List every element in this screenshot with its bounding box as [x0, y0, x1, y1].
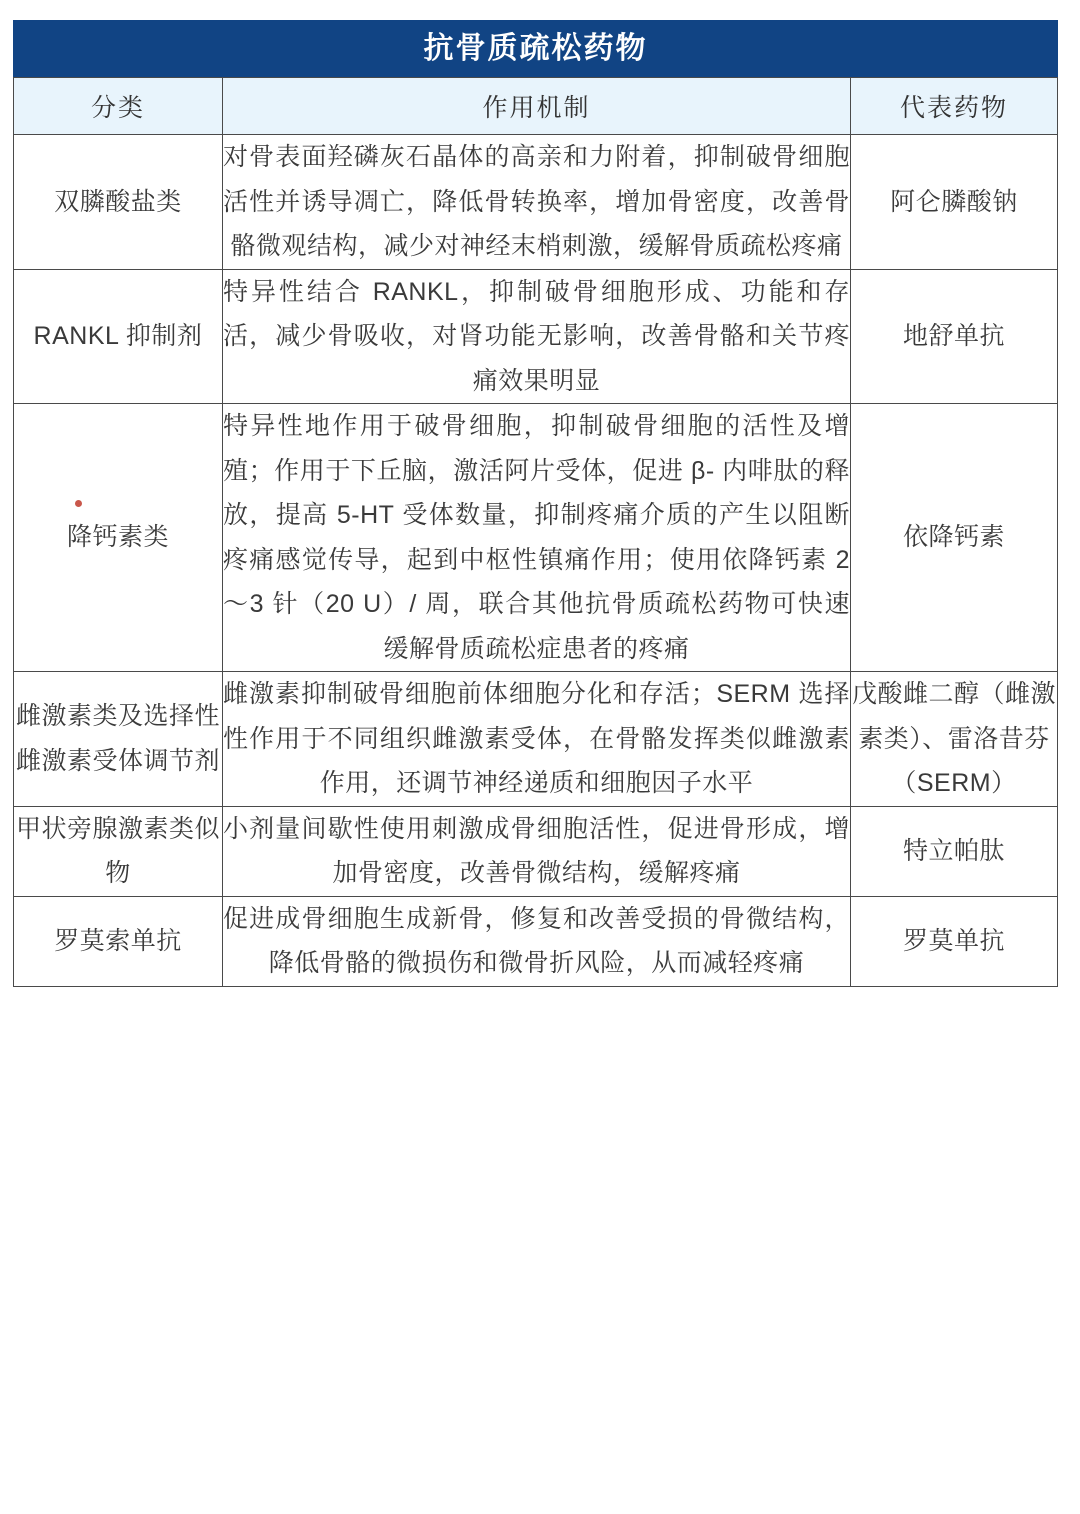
- cell-category-text: 降钙素类: [66, 523, 169, 552]
- cell-mechanism: 雌激素抑制破骨细胞前体细胞分化和存活；SERM 选择性作用于不同组织雌激素受体，在骨骼发挥类似雌激素作用，还调节神经递质和细胞因子水平: [223, 672, 851, 807]
- annotation-dot-icon: [75, 500, 82, 507]
- table-row: [14, 806, 1058, 896]
- table-row: [14, 404, 1058, 672]
- cell-category: RANKL 抑制剂: [14, 269, 223, 404]
- table-title: 抗骨质疏松药物: [14, 21, 1058, 78]
- cell-category: 雌激素类及选择性雌激素受体调节剂: [14, 672, 223, 807]
- table-row: [14, 896, 1058, 986]
- cell-mechanism: 对骨表面羟磷灰石晶体的高亲和力附着，抑制破骨细胞活性并诱导凋亡，降低骨转换率，增加骨密度，改善骨骼微观结构，减少对神经末梢刺激，缓解骨质疏松疼痛: [223, 135, 851, 270]
- category-label-wrapper: [67, 515, 169, 560]
- cell-mechanism: 小剂量间歇性使用刺激成骨细胞活性，促进骨形成，增加骨密度，改善骨微结构，缓解疼痛: [223, 806, 851, 896]
- cell-drug: 地舒单抗: [851, 269, 1058, 404]
- table-title-row: [14, 21, 1058, 78]
- cell-category: 双膦酸盐类: [14, 135, 223, 270]
- table-row: [14, 135, 1058, 270]
- drug-table-container: [13, 20, 1057, 987]
- table-header-row: [14, 78, 1058, 135]
- cell-mechanism: 特异性结合 RANKL，抑制破骨细胞形成、功能和存活，减少骨吸收，对肾功能无影响，改善骨骼和关节疼痛效果明显: [223, 269, 851, 404]
- table-row: [14, 269, 1058, 404]
- cell-mechanism: 促进成骨细胞生成新骨，修复和改善受损的骨微结构，降低骨骼的微损伤和微骨折风险，从而减轻疼痛: [223, 896, 851, 986]
- cell-drug: 罗莫单抗: [851, 896, 1058, 986]
- cell-category: 罗莫索单抗: [14, 896, 223, 986]
- anti-osteoporosis-drug-table: [13, 20, 1058, 987]
- table-row: [14, 672, 1058, 807]
- cell-drug: 戊酸雌二醇（雌激素类）、雷洛昔芬（SERM）: [851, 672, 1058, 807]
- cell-drug: 阿仑膦酸钠: [851, 135, 1058, 270]
- cell-drug: 特立帕肽: [851, 806, 1058, 896]
- column-header-mechanism: 作用机制: [223, 78, 851, 135]
- cell-category: [14, 404, 223, 672]
- cell-mechanism: 特异性地作用于破骨细胞，抑制破骨细胞的活性及增殖；作用于下丘脑，激活阿片受体，促进 β- 内啡肽的释放，提高 5-HT 受体数量，抑制疼痛介质的产生以阻断疼痛感觉传导，起到中枢性镇痛作用；使用依降钙素 2～3 针（20 U）/ 周，联合其他抗骨质疏松药物可快速缓解骨质疏松症患者的疼痛: [223, 404, 851, 672]
- cell-drug: 依降钙素: [851, 404, 1058, 672]
- column-header-category: 分类: [14, 78, 223, 135]
- cell-category: 甲状旁腺激素类似物: [14, 806, 223, 896]
- column-header-drug: 代表药物: [851, 78, 1058, 135]
